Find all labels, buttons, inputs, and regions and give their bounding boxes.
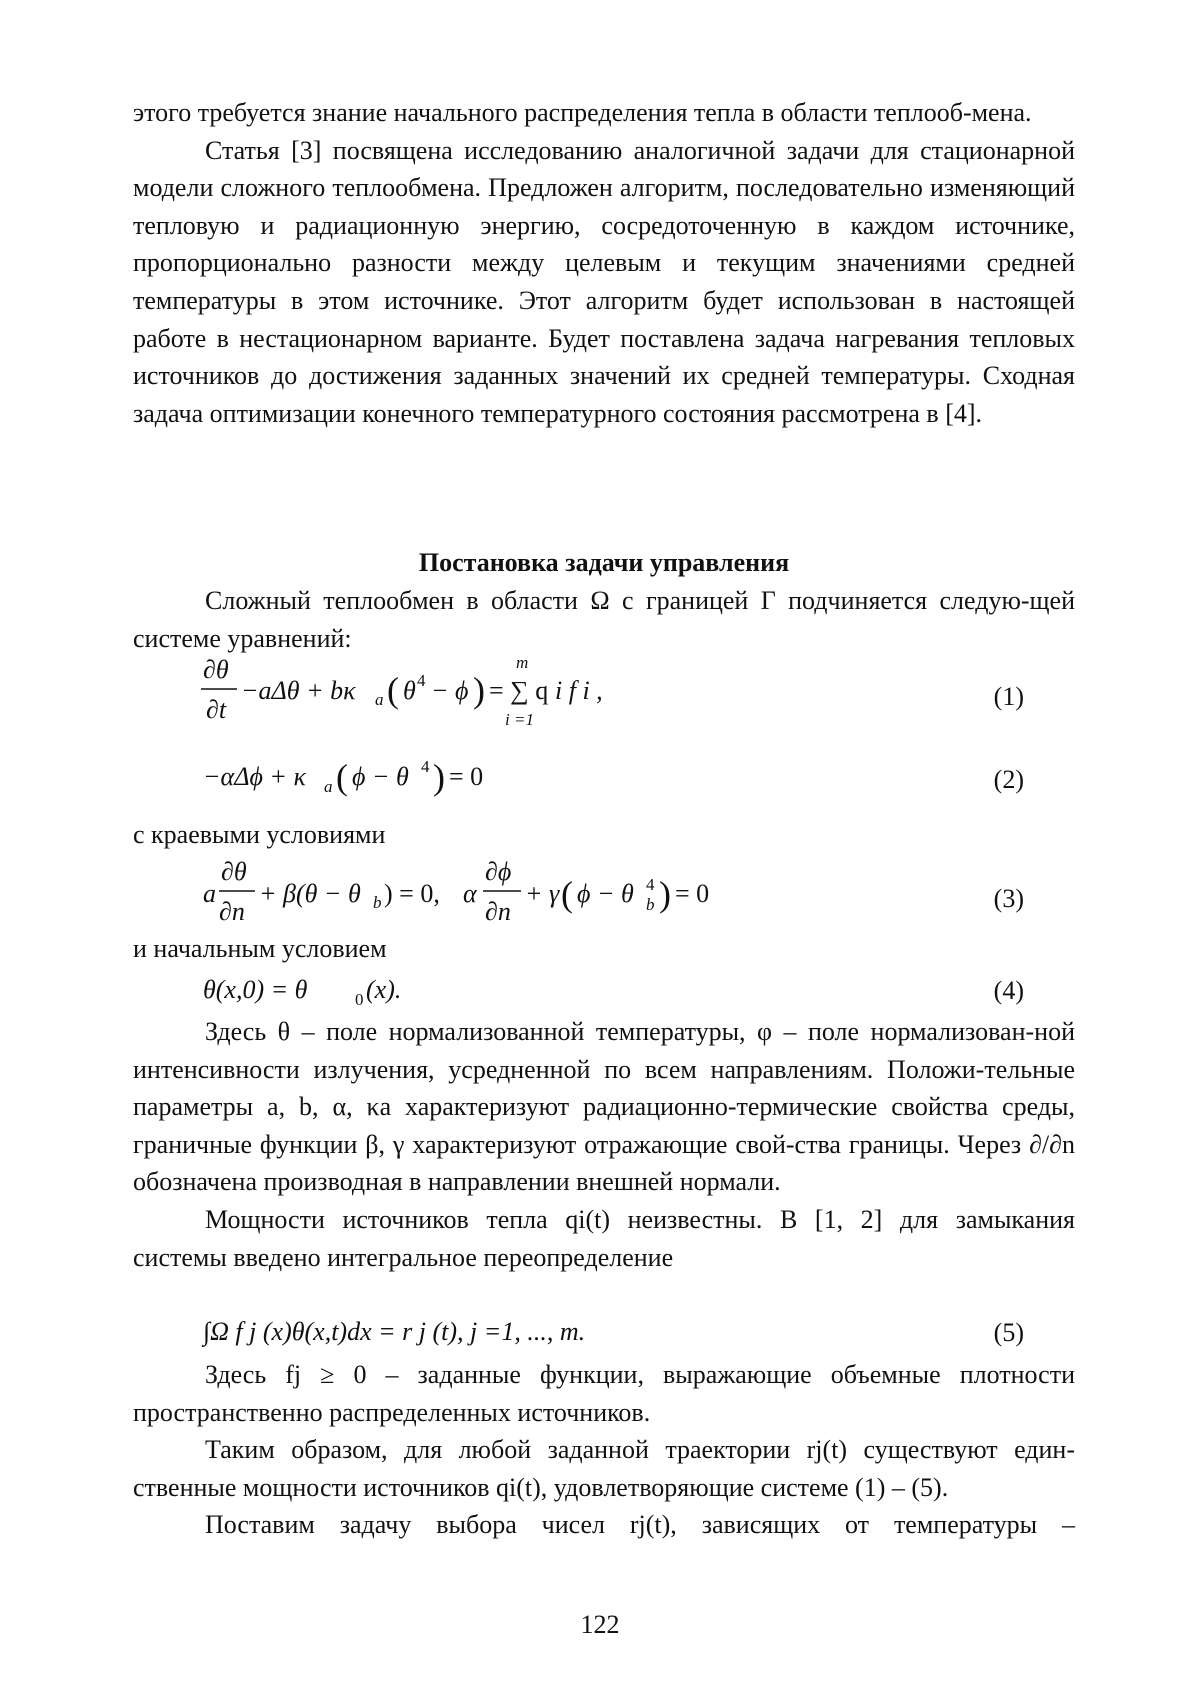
equation-1-formula	[133, 652, 753, 726]
equation-4	[133, 970, 1075, 1010]
eq3-paren: ϕ − θ	[577, 879, 634, 908]
eq4-sub0: 0	[355, 990, 364, 1009]
eq3-pow4: 4	[646, 875, 655, 894]
eq3-gamma: + γ	[525, 879, 560, 908]
text-block-intro	[133, 582, 1075, 657]
eq2-rparen: )	[433, 757, 445, 797]
eq3-sub-b: b	[373, 893, 382, 912]
eq3-end1: ) = 0,	[384, 879, 440, 908]
eq3-rparen: )	[659, 874, 671, 914]
eq1-partial-t: ∂t	[206, 695, 227, 724]
eq1-minus-phi: − ϕ	[431, 676, 469, 705]
eq3-mid: + β(θ − θ	[259, 879, 361, 908]
equation-5	[133, 1312, 1075, 1352]
section-heading: Постановка задачи управления	[133, 544, 1075, 581]
eq1-kappa-sub: a	[375, 690, 384, 709]
eq1-partial-theta: ∂θ	[203, 655, 229, 684]
paragraph-definitions: Здесь θ – поле нормализованной температуры, φ – поле нормализован-ной интенсивности излучения, усредненной по всем направлениям. Положи-тельные параметры a, b, α, κa характеризуют радиационно-термические свойства среды, граничные функции β, γ характеризуют отражающие свой-ства границы. Через ∂/∂n обозначена производная в направлении внешней нормали.	[133, 1013, 1075, 1201]
equation-2	[133, 757, 1075, 801]
eq2-text: −αΔϕ + κ	[203, 762, 306, 791]
equation-3	[133, 856, 1075, 928]
eq3-d-n-2: ∂n	[485, 897, 511, 926]
paragraph-functions-fj: Здесь fj ≥ 0 – заданные функции, выражающие объемные плотности пространственно распределенных источников.	[133, 1356, 1075, 1431]
eq2-rhs: = 0	[449, 762, 483, 791]
label-initial-condition: и начальным условием	[133, 930, 387, 967]
eq1-tail: i f i ,	[555, 676, 603, 705]
text-block-middle	[133, 1013, 1075, 1276]
equation-number-4: (4)	[994, 976, 1024, 1006]
equation-2-formula	[133, 757, 753, 801]
eq1-sum-upper: m	[516, 653, 528, 672]
paragraph-problem-statement: Поставим задачу выбора чисел rj(t), зависящих от температуры –	[133, 1506, 1075, 1544]
eq2-power: 4	[421, 757, 430, 776]
eq2-lparen: (	[336, 757, 348, 797]
eq1-equals-sum: = ∑ q	[489, 676, 548, 705]
eq3-rhs: = 0	[675, 879, 709, 908]
paragraph-continuation: этого требуется знание начального распределения тепла в области теплооб-мена.	[133, 94, 1075, 132]
eq5-text: ∫Ω f j (x)θ(x,t)dx = r j (t), j =1, ..., m.	[201, 1317, 585, 1347]
equation-number-1: (1)	[994, 682, 1024, 712]
equation-number-5: (5)	[994, 1318, 1024, 1348]
equation-5-formula	[133, 1312, 753, 1352]
paragraph-intro: Сложный теплообмен в области Ω с границей Γ подчиняется следую-щей системе уравнений:	[133, 582, 1075, 657]
eq1-sum-lower: i =1	[505, 710, 534, 729]
eq3-lparen: (	[561, 874, 573, 914]
eq1-power: 4	[417, 671, 426, 690]
text-block-top	[133, 94, 1075, 432]
eq1-lparen: (	[387, 670, 399, 710]
equation-number-2: (2)	[994, 765, 1024, 795]
eq3-d-theta: ∂θ	[221, 857, 247, 886]
eq2-paren: ϕ − θ	[352, 762, 409, 791]
paragraph-trajectory: Таким образом, для любой заданной траектории rj(t) существуют един-ственные мощности источников qi(t), удовлетворяющие системе (1) – (5).	[133, 1431, 1075, 1506]
eq1-theta: θ	[403, 676, 416, 705]
eq3-sub-b-2: b	[646, 895, 655, 914]
page-number: 122	[0, 1610, 1200, 1640]
paper-page	[0, 0, 1200, 1697]
eq3-alpha: α	[463, 879, 478, 908]
equation-3-formula	[133, 856, 773, 928]
equation-number-3: (3)	[994, 884, 1024, 914]
eq3-a: a	[203, 879, 216, 908]
equation-4-formula	[133, 970, 533, 1010]
label-boundary-conditions: с краевыми условиями	[133, 816, 385, 853]
eq3-d-n: ∂n	[219, 897, 245, 926]
paragraph-source-powers: Мощности источников тепла qi(t) неизвестны. В [1, 2] для замыкания системы введено интегральное переопределение	[133, 1201, 1075, 1276]
eq4-text: θ(x,0) = θ	[203, 975, 308, 1004]
eq4-end: (x).	[366, 975, 401, 1004]
text-block-bottom	[133, 1356, 1075, 1544]
eq1-rparen: )	[473, 670, 485, 710]
eq2-kappa-sub: a	[324, 777, 333, 796]
equation-1	[133, 652, 1075, 726]
paragraph-article-3: Статья [3] посвящена исследованию аналогичной задачи для стационарной модели сложного теплообмена. Предложен алгоритм, последовательно изменяющий тепловую и радиационную энергию, сосредоточенную в каждом источнике, пропорционально разности между целевым и текущим значениями средней температуры в этом источнике. Этот алгоритм будет использован в настоящей работе в нестационарном варианте. Будет поставлена задача нагревания тепловых источников до достижения заданных значений их средней температуры. Сходная задача оптимизации конечного температурного состояния рассмотрена в [4].	[133, 132, 1075, 433]
eq1-body: −aΔθ + bκ	[241, 676, 356, 705]
eq3-d-phi: ∂ϕ	[485, 857, 511, 886]
